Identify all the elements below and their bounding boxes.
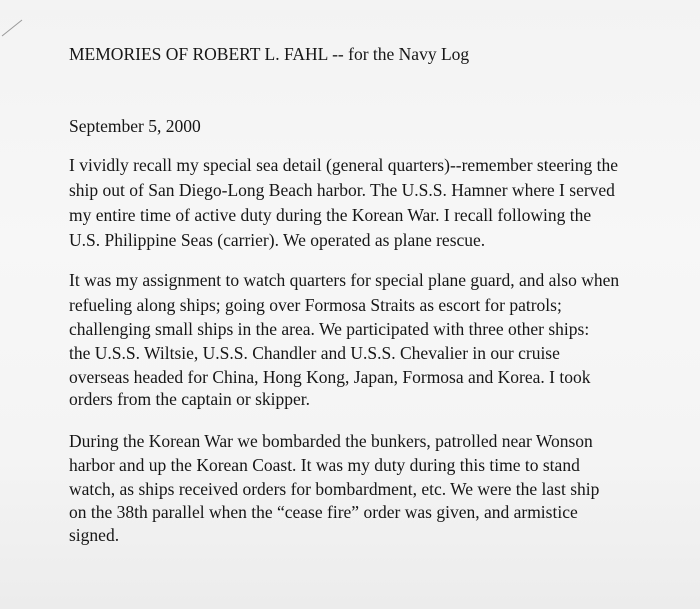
paragraph-3-line-5: signed. <box>69 525 120 545</box>
paragraph-2-line-3: challenging small ships in the area. We participated with three other ships: <box>69 319 590 339</box>
paragraph-2-line-2: refueling along ships; going over Formosa Straits as escort for patrols; <box>69 295 562 315</box>
paragraph-2-line-4: the U.S.S. Wiltsie, U.S.S. Chandler and U.S.S. Chevalier in our cruise <box>69 343 560 363</box>
paragraph-1-line-4: U.S. Philippine Seas (carrier). We operated as plane rescue. <box>69 230 486 250</box>
paragraph-1-line-2: ship out of San Diego-Long Beach harbor. The U.S.S. Hamner where I served <box>69 180 615 200</box>
paragraph-1-line-1: I vividly recall my special sea detail (general quarters)--remember steering the <box>69 155 619 175</box>
paper-crease-mark <box>0 10 40 40</box>
document-date: September 5, 2000 <box>69 116 201 136</box>
paragraph-3-line-3: watch, as ships received orders for bombardment, etc. We were the last ship <box>69 479 600 499</box>
paragraph-3-line-1: During the Korean War we bombarded the bunkers, patrolled near Wonson <box>69 431 593 451</box>
paragraph-2-line-1: It was my assignment to watch quarters for special plane guard, and also when <box>69 270 620 290</box>
paragraph-3-line-4: on the 38th parallel when the “cease fire” order was given, and armistice <box>69 502 578 522</box>
paragraph-3-line-2: harbor and up the Korean Coast. It was my duty during this time to stand <box>69 455 580 475</box>
paragraph-2-line-5: overseas headed for China, Hong Kong, Japan, Formosa and Korea. I took <box>69 367 591 387</box>
paragraph-1-line-3: my entire time of active duty during the Korean War. I recall following the <box>69 205 592 225</box>
document-title: MEMORIES OF ROBERT L. FAHL -- for the Navy Log <box>69 44 470 64</box>
paragraph-2-line-6: orders from the captain or skipper. <box>69 389 311 409</box>
